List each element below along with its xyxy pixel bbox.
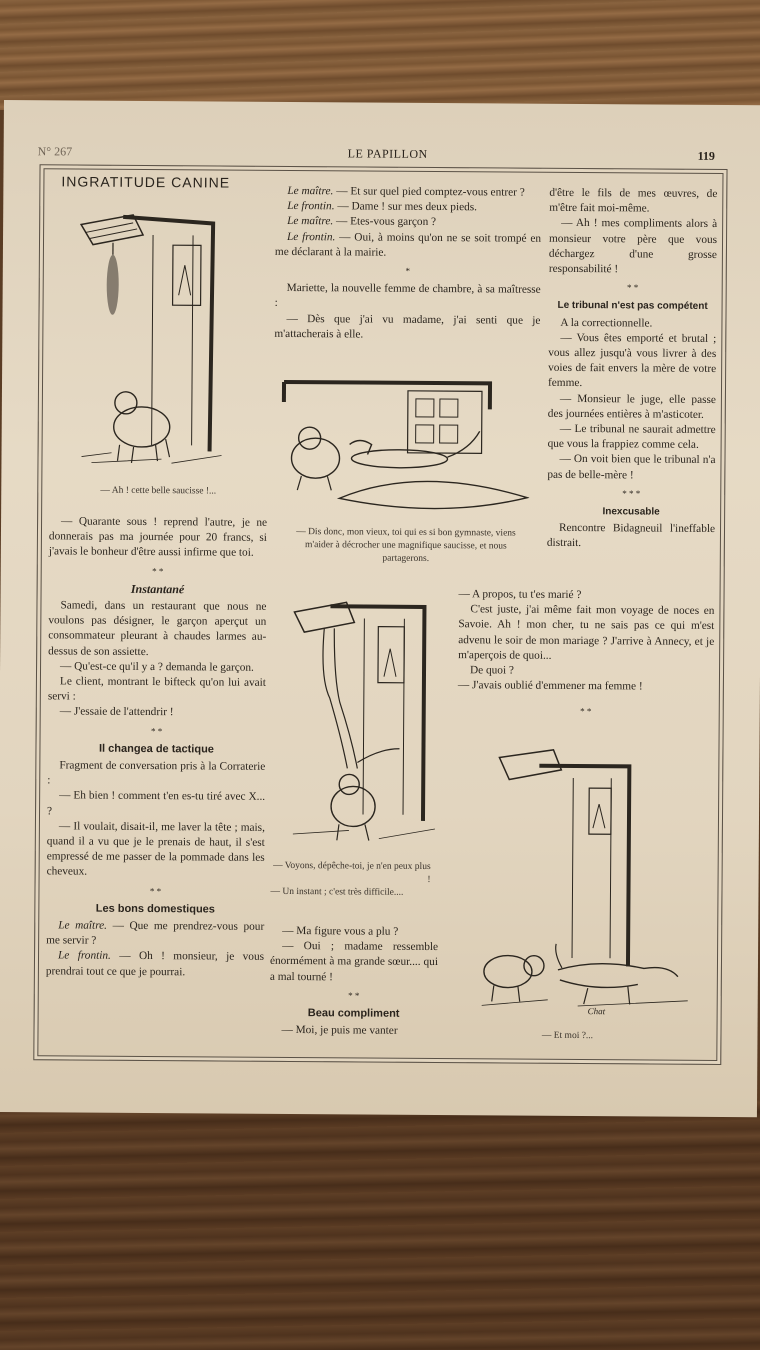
caption-gymnaste xyxy=(273,526,539,567)
paragraph: De quoi ? xyxy=(469,664,514,677)
heading-tribunal: Le tribunal n'est pas compétent xyxy=(557,300,708,313)
paragraph: — J'essaie de l'attendrir ! xyxy=(59,705,174,719)
illustration-two-dogs xyxy=(478,743,700,1015)
dialogue-text: — Dame ! sur mes deux pieds. xyxy=(334,200,478,214)
page-number: 119 xyxy=(697,148,716,163)
dialogue-line xyxy=(275,230,541,262)
paragraph: — Eh bien ! comment t'en es-tu tiré avec X... ? xyxy=(46,789,266,818)
dialogue-text: — Etes-vous garçon ? xyxy=(333,215,437,229)
paragraph: — J'avais oublié d'emmener ma femme ! xyxy=(457,679,643,693)
speaker: Le frontin. xyxy=(287,230,336,243)
dialogue-text: — Oui, à moins qu'on ne se soit trompé en me déclarant à la mairie. xyxy=(274,230,542,259)
separator-stars: * * xyxy=(150,725,163,736)
paragraph: Le client, montrant le bifteck qu'on lui avait servi : xyxy=(47,675,266,703)
paragraph: — On voit bien que le tribunal n'a pas de belle-mère ! xyxy=(547,453,716,482)
paragraph: — Il voulait, disait-il, me laver la tête ; mais, quand il a vu que je le prenais de haut, il s'est empressé de me passer de la pommade dans les cheveux. xyxy=(46,820,265,879)
separator-stars: * * xyxy=(580,706,592,717)
dialogue-line xyxy=(46,918,264,950)
section-title-ingratitude: INGRATITUDE CANINE xyxy=(61,173,231,191)
separator-stars: * * * xyxy=(622,488,641,499)
paragraph: Samedi, dans un restaurant que nous ne voulons pas désigner, le garçon aperçut un consommateur pleurant à chaudes larmes au-dessus de son assiette. xyxy=(48,599,267,658)
heading-tactique: Il changea de tactique xyxy=(98,742,214,756)
illustration-dog-sausage xyxy=(71,204,233,475)
caption-2: — Dis donc, mon vieux, toi qui es si bon gymnaste, viens m'aider à décrocher une magnifique saucisse, et nous partagerons. xyxy=(296,527,516,564)
caption-3b: — Un instant ; c'est très difficile.... xyxy=(270,886,404,898)
separator-stars: * * xyxy=(152,565,164,576)
dialogue-text: — Et sur quel pied comptez-vous entrer ? xyxy=(333,185,525,199)
paragraph: — Ah ! mes compliments alors à monsieur votre père que vous déchargez d'une grosse responsabilité ! xyxy=(548,217,718,276)
paragraph: C'est juste, j'ai même fait mon voyage de noces en Savoie. Ah ! mon cher, tu ne sais pas ce qui m'est advenu le soir de mon mariage ? J'arrive à Annecy, et je m'aperçois de quoi... xyxy=(458,603,715,662)
dialogue-line xyxy=(46,949,264,981)
paragraph: — Quarante sous ! reprend l'autre, je ne donnerais pas ma journée pour 20 francs, si j'avais le bonheur d'être aussi infirme que toi. xyxy=(48,515,268,560)
caption-4: — Et moi ?... xyxy=(541,1030,594,1042)
caption-3: — Voyons, dépêche-toi, je n'en peux plus ! xyxy=(273,860,431,885)
paragraph: — Moi, je puis me vanter xyxy=(281,1024,398,1037)
paragraph: Rencontre Bidagneuil l'ineffable distrait. xyxy=(546,522,716,550)
dialogue-line xyxy=(275,214,541,231)
separator-stars: * * xyxy=(627,282,639,293)
issue-number: N° 267 xyxy=(37,144,73,159)
column-1 xyxy=(51,174,269,191)
caption-sausage xyxy=(49,484,267,499)
column-3 xyxy=(547,186,718,553)
paragraph: — Monsieur le juge, elle passe des journées entières à m'asticoter. xyxy=(547,392,716,421)
speaker: Le frontin. xyxy=(287,200,335,213)
dialogue-text: — Oh ! monsieur, je vous prendrai tout ce que je pourrai. xyxy=(45,950,265,978)
paragraph: d'être le fils de mes œuvres, de m'être fait moi-même. xyxy=(549,186,718,215)
paragraph: — Le tribunal ne saurait admettre que vous la frappiez comme cela. xyxy=(547,422,716,452)
paragraph: — Ma figure vous a plu ? xyxy=(282,924,399,938)
column-1-text xyxy=(46,514,267,980)
dialogue-text: — Que me prendrez-vous pour me servir ? xyxy=(46,919,265,947)
caption-depeche xyxy=(270,860,430,900)
heading-domestiques: Les bons domestiques xyxy=(95,902,215,916)
speaker: Le maître. xyxy=(287,184,334,198)
column-2-bottom xyxy=(269,924,438,1040)
heading-compliment: Beau compliment xyxy=(307,1007,400,1020)
separator-stars: * * xyxy=(149,885,162,896)
paragraph: — A propos, tu t'es marié ? xyxy=(458,588,582,602)
separator-stars: * * xyxy=(348,990,360,1001)
speaker: Le maître. xyxy=(58,919,108,932)
illustration-dog-ladder xyxy=(289,598,441,859)
journal-title: LE PAPILLON xyxy=(347,146,428,161)
newspaper-page xyxy=(0,100,760,1117)
paragraph: Mariette, la nouvelle femme de chambre, à sa maîtresse : xyxy=(274,282,541,310)
paragraph: — Vous êtes emporté et brutal ; vous allez jusqu'à vous livrer à des voies de fait envers la mère de votre femme. xyxy=(547,331,717,390)
column-3-wide xyxy=(458,587,715,723)
paragraph: A la correctionnelle. xyxy=(560,316,653,330)
heading-inexcusable: Inexcusable xyxy=(602,506,660,518)
wood-table-bottom xyxy=(0,1100,760,1350)
paragraph: — Dès que j'ai vu madame, j'ai senti que je m'attacherais à elle. xyxy=(274,312,541,341)
artist-signature: Chat xyxy=(587,1006,606,1017)
speaker: Le maître. xyxy=(287,215,334,228)
speaker: Le frontin. xyxy=(57,949,111,963)
paragraph: — Qu'est-ce qu'il y a ? demanda le garçon. xyxy=(60,660,254,674)
column-2-top xyxy=(274,184,541,344)
separator-stars: * xyxy=(405,265,411,276)
paragraph: Fragment de conversation pris à la Corraterie : xyxy=(47,759,266,787)
caption-1: — Ah ! cette belle saucisse !... xyxy=(100,485,217,497)
paragraph: — Oui ; madame ressemble énormément à ma grande sœur.... qui a mal tourné ! xyxy=(269,940,439,983)
caption-et-moi xyxy=(497,1029,637,1043)
heading-instantane: Instantané xyxy=(130,581,185,597)
illustration-dogs-cushion xyxy=(279,378,530,520)
wood-table-top xyxy=(0,0,760,110)
